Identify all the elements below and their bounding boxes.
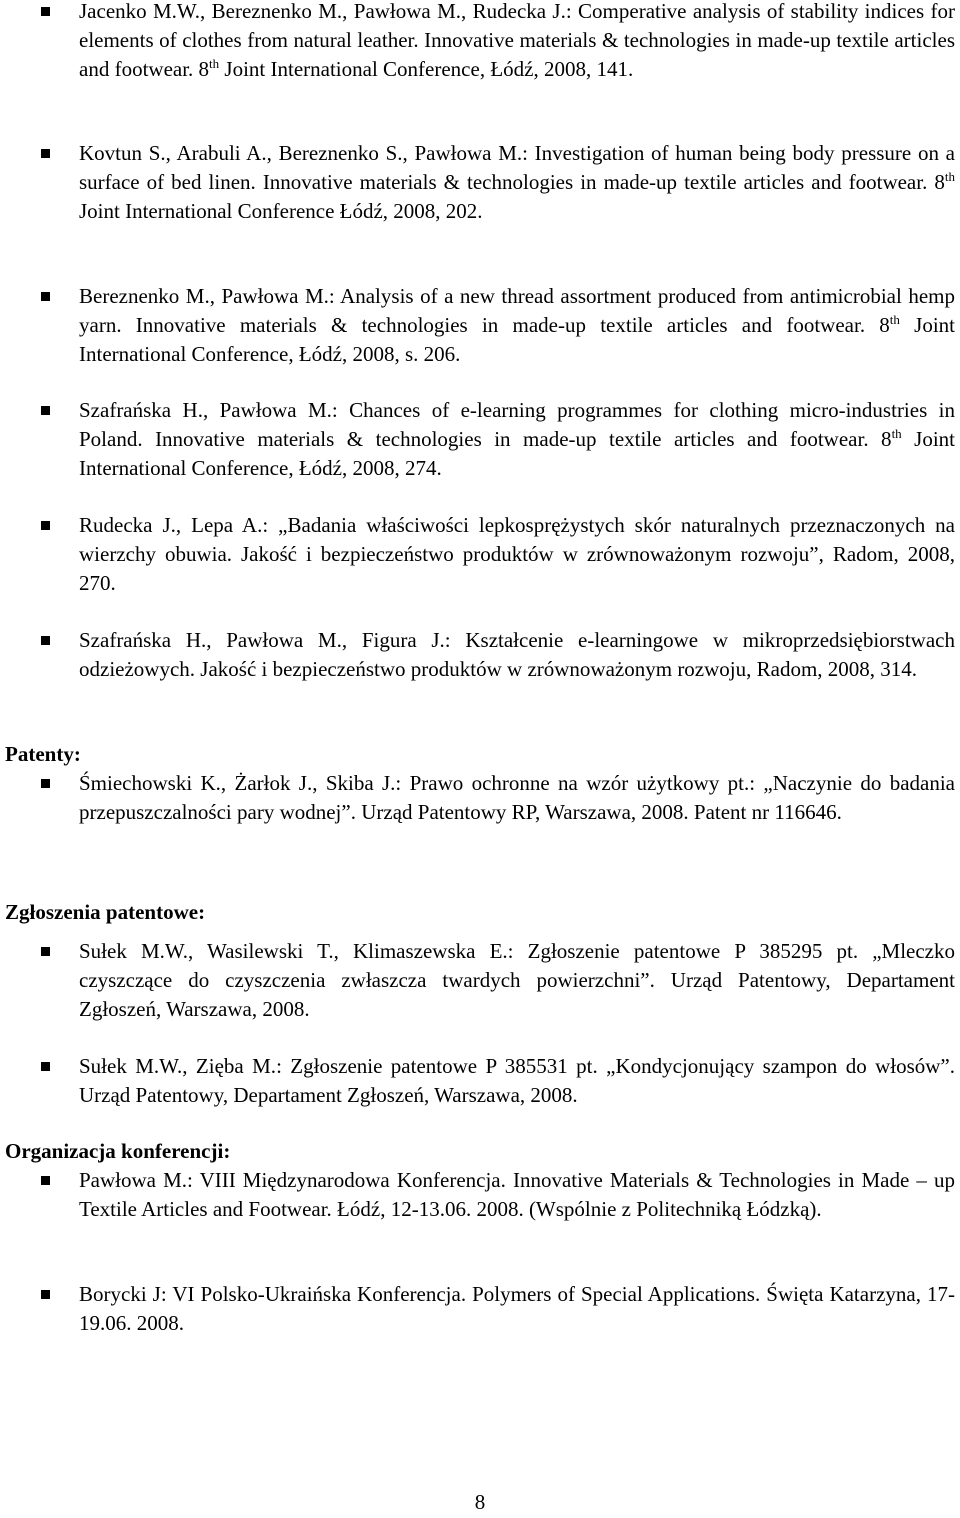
entry-text: : Zgłoszenie patentowe P 385531 pt. „Kondycjonujący szampon do włosów”. Urząd Patentowy, Departament Zgłoszeń, Warszawa, 2008. [79, 1054, 955, 1107]
bullet-icon [41, 1062, 50, 1071]
bullet-icon [41, 149, 50, 158]
entry-text: : VI Polsko-Ukraińska Konferencja. Polymers of Special Applications. Święta Katarzyna, 17-19.06. 2008. [79, 1282, 955, 1335]
publication-entry [79, 396, 955, 483]
bullet-icon [41, 406, 50, 415]
entry-authors: Rudecka J., Lepa A. [79, 513, 263, 537]
entry-text: : „Badania właściwości lepkosprężystych skór naturalnych przeznaczonych na wierzchy obuwia. Jakość i bezpieczeństwo produktów w zrównoważonym rozwoju”, Radom, 2008, 270. [79, 513, 955, 595]
ordinal-suffix: th [891, 426, 902, 441]
section-heading-patent-applications: Zgłoszenia patentowe: [5, 900, 206, 924]
bullet-icon [41, 292, 50, 301]
entry-text: : Comperative analysis of stability indices for elements of clothes from natural leather. Innovative materials & technologies in made-up textile articles and footwear. 8 [79, 0, 955, 81]
publication-entry [79, 139, 955, 226]
entry-authors: Śmiechowski K., Żarłok J., Skiba J. [79, 771, 396, 795]
bullet-icon [41, 947, 50, 956]
bullet-icon [41, 7, 50, 16]
patent-application-entry [79, 1052, 955, 1110]
entry-authors: Borycki J [79, 1282, 161, 1306]
entry-authors: Szafrańska H., Pawłowa M., Figura J. [79, 628, 445, 652]
entry-text: : Kształcenie e-learningowe w mikroprzedsiębiorstwach odzieżowych. Jakość i bezpieczeństwo produktów w zrównoważonym rozwoju, Radom, 2008, 314. [79, 628, 955, 681]
entry-text: Joint International Conference, Łódź, 2008, 141. [219, 57, 634, 81]
entry-authors: Kovtun S., Arabuli A., Bereznenko S., Pawłowa M. [79, 141, 523, 165]
ordinal-suffix: th [944, 169, 955, 184]
entry-authors: Sułek M.W., Zięba M. [79, 1054, 277, 1078]
entry-authors: Szafrańska H., Pawłowa M. [79, 398, 332, 422]
entry-text: : Investigation of human being body pressure on a surface of bed linen. Innovative materials & technologies in made-up textile articles and footwear. 8 [79, 141, 956, 194]
entry-text: : Prawo ochronne na wzór użytkowy pt.: „Naczynie do badania przepuszczalności pary wodnej”. Urząd Patentowy RP, Warszawa, 2008. Patent nr 116646. [79, 771, 956, 824]
bullet-icon [41, 1176, 50, 1185]
entry-text: : Chances of e-learning programmes for clothing micro-industries in Poland. Innovative materials & technologies in made-up textile articles and footwear. 8 [79, 398, 955, 451]
entry-text: : Analysis of a new thread assortment produced from antimicrobial hemp yarn. Innovative materials & technologies in made-up textile articles and footwear. 8 [79, 284, 955, 337]
entry-authors: Sułek M.W., Wasilewski T., Klimaszewska E. [79, 939, 508, 963]
section-heading-patents: Patenty: [5, 742, 81, 766]
entry-authors: Bereznenko M., Pawłowa M. [79, 284, 329, 308]
bullet-icon [41, 521, 50, 530]
publication-entry [79, 0, 955, 84]
conference-entry [79, 1166, 955, 1224]
entry-text: : VIII Międzynarodowa Konferencja. Innovative Materials & Technologies in Made – up Textile Articles and Footwear. Łódź, 12-13.06. 2008. (Wspólnie z Politechniką Łódzką). [79, 1168, 955, 1221]
section-heading-conferences: Organizacja konferencji: [5, 1139, 231, 1163]
publication-entry [79, 626, 955, 684]
page-number: 8 [474, 1490, 486, 1514]
bullet-icon [41, 779, 50, 788]
entry-authors: Jacenko M.W., Bereznenko M., Pawłowa M., Rudecka J. [79, 0, 566, 23]
entry-authors: Pawłowa M. [79, 1168, 188, 1192]
ordinal-suffix: th [889, 312, 900, 327]
publication-entry [79, 511, 955, 598]
entry-text: Joint International Conference Łódź, 2008, 202. [79, 199, 483, 223]
ordinal-suffix: th [209, 56, 220, 71]
entry-text: Joint International Conference, Łódź, 2008, 274. [79, 427, 956, 480]
entry-text: Joint International Conference, Łódź, 2008, s. 206. [79, 313, 955, 366]
conference-entry [79, 1280, 955, 1338]
bullet-icon [41, 636, 50, 645]
entry-text: : Zgłoszenie patentowe P 385295 pt. „Mleczko czyszczące do czyszczenia zwłaszcza twardych powierzchni”. Urząd Patentowy, Departament Zgłoszeń, Warszawa, 2008. [79, 939, 955, 1021]
patent-application-entry [79, 937, 955, 1024]
patent-entry [79, 769, 955, 827]
publication-entry [79, 282, 955, 369]
bullet-icon [41, 1290, 50, 1299]
